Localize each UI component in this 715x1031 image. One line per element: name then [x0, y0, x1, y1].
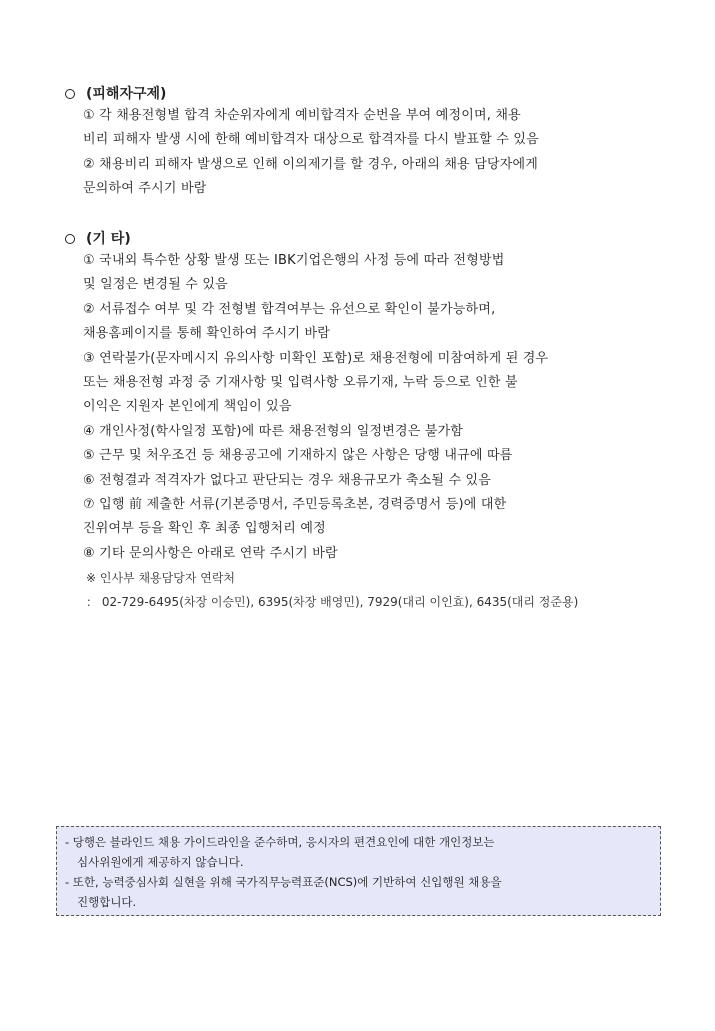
item-line: ④ 개인사정(학사일정 포함)에 따른 채용전형의 일정변경은 불가함 — [83, 423, 464, 439]
circle-bullet-icon — [65, 89, 75, 99]
notice-line: 진행합니다. — [77, 895, 137, 909]
list-item — [83, 469, 668, 493]
item-line: ③ 연락불가(문자메시지 유의사항 미확인 포함)로 채용전형에 미참여하게 된 경우 — [83, 350, 549, 366]
item-line: ① 각 채용전형별 합격 차순위자에게 예비합격자 순번을 부여 예정이며, 채용 — [83, 108, 521, 123]
blind-recruitment-notice-box — [56, 826, 661, 916]
item-line: 비리 피해자 발생 시에 한해 예비합격자 대상으로 합격자를 다시 발표할 수 있음 — [83, 132, 539, 148]
list-item — [83, 493, 668, 542]
victim-relief-heading: (피해자구제) — [86, 86, 167, 102]
item-line: 문의하여 주시기 바람 — [83, 181, 207, 197]
item-line: 채용홈페이지를 통해 확인하여 주시기 바람 — [83, 326, 330, 342]
list-item — [83, 153, 668, 202]
notice-item — [65, 832, 652, 872]
item-line: 이익은 지원자 본인에게 책임이 있음 — [83, 399, 292, 415]
circle-bullet-icon — [65, 234, 75, 244]
item-line: 진위여부 등을 확인 후 최종 입행처리 예정 — [83, 521, 326, 537]
list-item — [83, 444, 668, 468]
victim-relief-section — [62, 84, 674, 202]
notice-line: - 당행은 블라인드 채용 가이드라인을 준수하며, 응시자의 편견요인에 대한 개인정보는 — [65, 835, 495, 849]
other-section — [62, 229, 674, 614]
item-line: ⑤ 근무 및 처우조건 등 채용공고에 기재하지 않은 사항은 당행 내규에 따름 — [83, 448, 513, 464]
item-line: ② 채용비리 피해자 발생으로 인해 이의제기를 할 경우, 아래의 채용 담당자에게 — [83, 156, 539, 172]
item-line: ⑥ 전형결과 적격자가 없다고 판단되는 경우 채용규모가 축소될 수 있음 — [83, 472, 492, 488]
list-item — [83, 104, 668, 153]
list-item — [83, 298, 668, 347]
item-line: ① 국내외 특수한 상황 발생 또는 IBK기업은행의 사정 등에 따라 전형방법 — [83, 253, 505, 268]
hr-contact-title: ※ 인사부 채용담당자 연락처 — [86, 571, 236, 586]
item-line: ② 서류접수 여부 및 각 전형별 합격여부는 유선으로 확인이 불가능하며, — [83, 301, 496, 317]
item-line: ⑧ 기타 문의사항은 아래로 연락 주시기 바람 — [83, 545, 338, 561]
notice-line: 심사위원에게 제공하지 않습니다. — [77, 855, 244, 869]
item-line: ⑦ 입행 前 제출한 서류(기본증명서, 주민등록초본, 경력증명서 등)에 대한 — [83, 497, 507, 513]
hr-contact-note — [86, 566, 674, 614]
list-item — [83, 542, 668, 566]
list-item — [83, 347, 668, 420]
item-line: 및 일정은 변경될 수 있음 — [83, 277, 228, 293]
list-item — [83, 249, 668, 298]
list-item — [83, 420, 668, 444]
other-heading: (기 타) — [86, 231, 131, 247]
hr-contact-detail: ： 02-729-6495(차장 이승민), 6395(차장 배영민), 7929(대리 이인효), 6435(대리 정준용) — [86, 595, 579, 610]
notice-item — [65, 872, 652, 912]
notice-line: - 또한, 능력중심사회 실현을 위해 국가직무능력표준(NCS)에 기반하여 신입행원 채용을 — [65, 875, 502, 889]
section-heading — [62, 84, 674, 104]
section-heading — [62, 229, 674, 249]
item-line: 또는 채용전형 과정 중 기재사항 및 입력사항 오류기재, 누락 등으로 인한 불 — [83, 375, 518, 391]
